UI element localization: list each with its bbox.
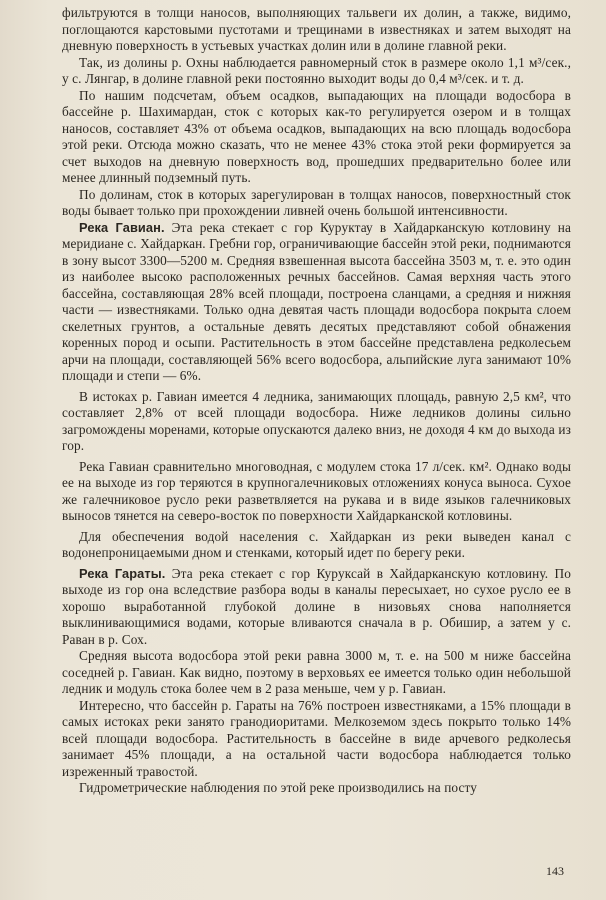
paragraph: По нашим подсчетам, объем осадков, выпадающих на площади водосбора в бассейне р. Шахимардан, сток с которых как-то регулируется озером и в толщах наносов, составляет 43% от объема осадков, выпадающих на всю площадь водосбора этой реки. Отсюда можно сказать, что не менее 43% стока этой реки формируется за счет выходов на дневную поверхность вод, прошедших предварительно более или менее длинный подземный путь. xyxy=(62,87,571,185)
paragraph: Так, из долины р. Охны наблюдается равномерный сток в размере около 1,1 м³/сек., у с. Лянгар, в долине главной реки постоянно выходит воды до 0,4 м³/сек. и т. д. xyxy=(62,54,571,86)
page-number: 143 xyxy=(546,864,564,878)
paragraph: Средняя высота водосбора этой реки равна 3000 м, т. е. на 500 м ниже бассейна соседней р. Гавиан. Как видно, поэтому в верховьях ее имеется только один небольшой ледник и модуль стока более чем в 2 раза меньше, чем у р. Гавиан. xyxy=(62,648,571,696)
page-text xyxy=(62,5,571,797)
paragraph: По долинам, сток в которых зарегулирован в толщах наносов, поверхностный сток воды бывает только при прохождении ливней очень большой интенсивности. xyxy=(62,186,571,218)
section-heading: Река Гараты. xyxy=(79,565,166,581)
paragraph: Река Гавиан сравнительно многоводная, с модулем стока 17 л/сек. км². Однако воды ее на выходе из гор теряются в крупногалечниковых отложениях конуса выноса. Сухое же галечниковое русло реки разветвляется на рукава и в виде языков галечниковых выносов тянется на северо-восток по поверхности Хайдарканской котловины. xyxy=(62,458,571,523)
paragraph: Гидрометрические наблюдения по этой реке производились на посту xyxy=(79,780,477,795)
paragraph: Интересно, что бассейн р. Гараты на 76% построен известняками, а 15% площади в самых истоках реки занято гранодиоритами. Мелкоземом здесь покрыто только 14% всей площади водосбора. Растительность в бассейне в виде арчевого редколесья занимает 45% площади, а на остальной части водосбора наблюдается только изреженный травостой. xyxy=(62,697,571,779)
paragraph: фильтруются в толщи наносов, выполняющих тальвеги их долин, а также, видимо, поглощаются карстовыми пустотами и трещинами в известняках и затем выходят на дневную поверхность в устьевых участках долин или в долине главной реки. xyxy=(62,5,571,53)
paragraph: Для обеспечения водой населения с. Хайдаркан из реки выведен канал с водонепроницаемыми дном и стенками, который идет по берегу реки. xyxy=(62,528,571,560)
paragraph-section-garaty: Река Гараты. Эта река стекает с гор Курyксай в Хайдарканскую котловину. По выходе из гор она вследствие разбора воды в каналы пересыхает, но сухое русло ее в хорошо выработанной глубокой долине в низовьях снова наполняется выклинивающимися водами, которые вливаются сначала в р. Обишир, а затем у с. Раван в р. Сох. xyxy=(62,565,572,647)
section-heading: Река Гавиан. xyxy=(79,219,165,235)
paragraph-section-gavian: Река Гавиан. Эта река стекает с гор Курyктау в Хайдарканскую котловину на меридиане с. Хайдаркан. Гребни гор, ограничивающие бассейн этой реки, поднимаются в зону высот 3300—5200 м. Средняя взвешенная высота бассейна 3503 м, т. е. это один из наиболее высоко расположенных речных бассейнов. Самая верхняя часть этого бассейна, составляющая 28% всей площади, построена сланцами, а средняя и нижняя части — известняками. Только одна девятая часть площади водосбора покрыта слоем скелетных грунтов, а остальные девять десятых представляют собой обнажения коренных пород и осыпи. Растительность в этом бассейне представлена редколесьем арчи на площади, составляющей 56% всего водосбора, альпийские луга занимают 10% площади и степи — 6%. xyxy=(62,219,572,383)
paragraph: В истоках р. Гавиан имеется 4 ледника, занимающих площадь, равную 2,5 км², что составляет 2,8% от всей площади водосбора. Ниже ледников долины сильно загромождены моренами, которые опускаются далеко вниз, не доходя 4 км до выхода из гор. xyxy=(62,388,571,453)
